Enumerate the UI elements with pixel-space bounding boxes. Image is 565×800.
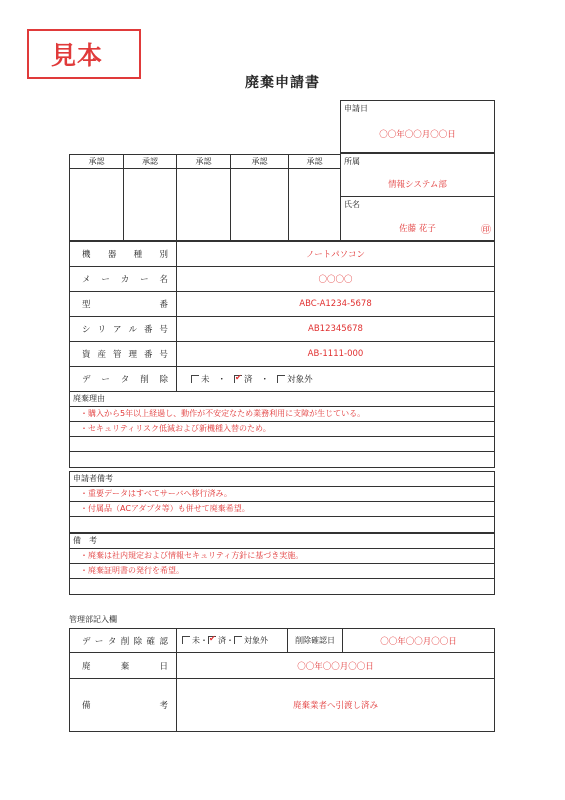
field-label: デ ー タ 削 除 — [70, 367, 177, 391]
remarks-heading: 備 考 — [70, 534, 494, 549]
remarks-section — [69, 533, 495, 595]
field-label: 型 番 — [70, 292, 177, 316]
field-label: デ ー タ 削 除 確 認 — [70, 629, 177, 652]
checkbox-icon — [191, 375, 199, 383]
disposal-date-value[interactable]: 〇〇年〇〇月〇〇日 — [297, 661, 374, 672]
admin-heading: 管理部記入欄 — [69, 615, 117, 624]
checkbox-checked-icon — [234, 375, 242, 383]
reason-line[interactable] — [70, 452, 494, 467]
reason-line[interactable]: ・購入から5年以上経過し、動作が不安定なため業務利用に支障が生じている。 — [70, 407, 494, 422]
checkbox-not-applicable[interactable]: 対象外 — [277, 373, 313, 385]
applicant-note-line[interactable]: ・付属品（ACアダプタ等）も併せて廃棄希望。 — [70, 502, 494, 517]
admin-row-data-confirm — [69, 628, 495, 653]
applicant-note-line[interactable] — [70, 517, 494, 532]
name-label: 氏名 — [344, 200, 360, 209]
remark-line[interactable]: ・廃棄は社内規定および情報セキュリティ方針に基づき実施。 — [70, 549, 494, 564]
confirm-date-value[interactable]: 〇〇年〇〇月〇〇日 — [380, 636, 457, 647]
approval-cell[interactable]: 承認 — [124, 155, 177, 240]
field-row-model — [69, 292, 495, 317]
approval-cell[interactable]: 承認 — [177, 155, 231, 240]
admin-note-value[interactable]: 廃棄業者へ引渡し済み — [292, 701, 378, 711]
applicant-note-line[interactable]: ・重要データはすべてサーバへ移行済み。 — [70, 487, 494, 502]
application-date-box — [340, 100, 495, 153]
field-label: 備 考 — [70, 679, 177, 731]
applicant-notes-section — [69, 471, 495, 533]
confirm-date-label: 削除確認日 — [288, 629, 343, 652]
field-label: 廃 棄 日 — [70, 653, 177, 678]
remark-line[interactable]: ・廃棄証明書の発行を希望。 — [70, 564, 494, 579]
field-row-data-delete — [69, 367, 495, 392]
checkbox-done[interactable]: ✔ 済 — [234, 373, 253, 385]
admin-row-disposal-date — [69, 653, 495, 679]
checkbox-not-applicable[interactable]: 対象外 — [234, 635, 268, 646]
reason-line[interactable] — [70, 437, 494, 452]
reason-line[interactable]: ・セキュリティリスク低減および新機種入替のため。 — [70, 422, 494, 437]
checkbox-not-done[interactable]: 未 — [182, 635, 200, 646]
reason-heading: 廃棄理由 — [70, 392, 494, 407]
approval-cell[interactable]: 承認 — [231, 155, 289, 240]
field-value[interactable]: AB12345678 — [308, 324, 363, 334]
name-box — [340, 196, 495, 241]
sample-stamp: 見本 — [27, 29, 141, 79]
approval-cell[interactable]: 承認 — [289, 155, 340, 240]
field-label: シ リ ア ル 番 号 — [70, 317, 177, 341]
approval-grid — [69, 154, 341, 241]
admin-row-note — [69, 679, 495, 732]
field-row-asset-number — [69, 342, 495, 367]
checkbox-done[interactable]: ✔ 済 — [208, 635, 226, 646]
admin-delete-options: 未 ・ ✔ 済 ・ 対象外 — [177, 629, 288, 652]
page-title: 廃棄申請書 — [245, 75, 320, 91]
department-label: 所属 — [344, 157, 360, 166]
department-value[interactable]: 情報システム部 — [388, 180, 447, 190]
field-label: メ ー カ ー 名 — [70, 267, 177, 291]
data-delete-options: 未 ・ ✔ 済 ・ 対象外 — [177, 367, 494, 391]
checkbox-icon — [234, 636, 242, 644]
checkbox-checked-icon — [208, 636, 216, 644]
seal-mark: ㊞ — [481, 225, 491, 236]
field-value[interactable]: 〇〇〇〇 — [318, 275, 353, 285]
field-label: 機 器 種 別 — [70, 242, 177, 266]
field-row-maker — [69, 267, 495, 292]
checkbox-icon — [182, 636, 190, 644]
field-row-serial — [69, 317, 495, 342]
approval-cell[interactable]: 承認 — [70, 155, 124, 240]
checkbox-not-done[interactable]: 未 — [191, 373, 210, 385]
field-value[interactable]: AB-1111-000 — [307, 349, 364, 359]
field-row-device-type — [69, 241, 495, 267]
field-value[interactable]: ABC-A1234-5678 — [299, 299, 372, 309]
field-value[interactable]: ノートパソコン — [306, 250, 365, 260]
applicant-notes-heading: 申請者備考 — [70, 472, 494, 487]
application-date-label: 申請日 — [344, 104, 368, 113]
reason-section — [69, 392, 495, 468]
field-label: 資 産 管 理 番 号 — [70, 342, 177, 366]
department-box — [340, 153, 495, 197]
checkbox-icon — [277, 375, 285, 383]
remark-line[interactable] — [70, 579, 494, 594]
application-date-value[interactable]: 〇〇年〇〇月〇〇日 — [379, 130, 456, 140]
name-value[interactable]: 佐藤 花子 — [399, 224, 436, 234]
